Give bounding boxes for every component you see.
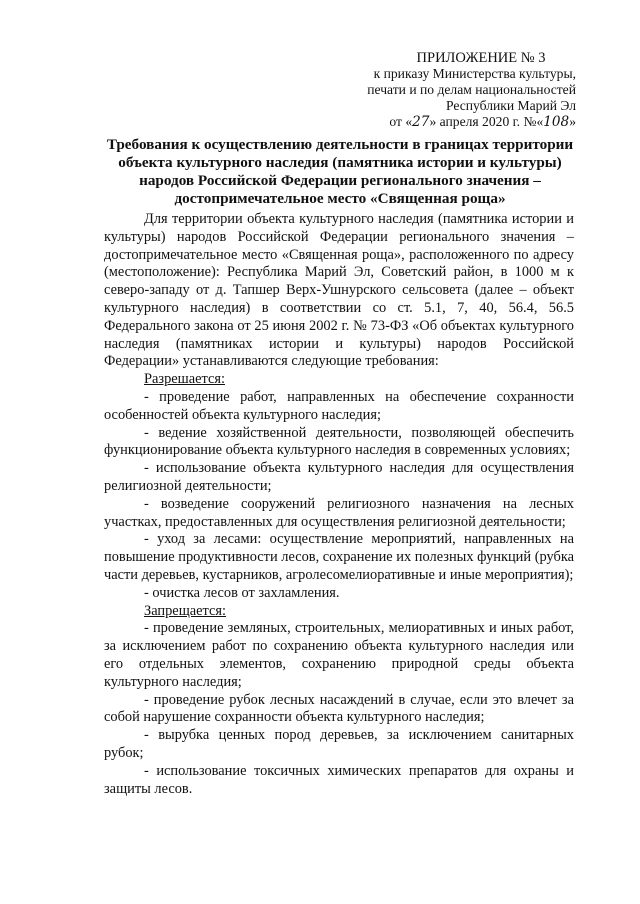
title-line: достопримечательное место «Священная роща» [174, 190, 506, 207]
forbidden-heading: Запрещается: [144, 602, 227, 619]
date-middle: » апреля 2020 г. №« [429, 114, 544, 129]
forbidden-item: - вырубка ценных пород деревьев, за исключением санитарных рубок; [104, 727, 574, 761]
appendix-line: печати и по делам национальностей [367, 82, 576, 97]
appendix-title: ПРИЛОЖЕНИЕ № 3 [416, 50, 546, 66]
allowed-item: - проведение работ, направленных на обеспечение сохранности особенностей объекта культурного наследия; [104, 388, 574, 423]
handwritten-day: 27 [412, 114, 430, 130]
allowed-item: - уход за лесами: осуществление мероприятий, направленных на повышение продуктивности лесов, сохранение их полезных функций (рубка части деревьев, кустарников, агролесомелиоративные и иные мероприятия); [104, 531, 574, 583]
allowed-item: - очистка лесов от захламления. [144, 584, 340, 601]
forbidden-item: - использование токсичных химических препаратов для охраны и защиты лесов. [104, 762, 574, 797]
allowed-item: - возведение сооружений религиозного назначения на лесных участках, предоставленных для осуществления религиозной деятельности; [104, 495, 574, 530]
forbidden-item: - проведение земляных, строительных, мелиоративных и иных работ, за исключением работ по сохранению объекта культурного наследия или его отдельных элементов, сохранению природной среды объекта культурного наследия; [104, 620, 574, 690]
document-body [104, 211, 574, 798]
document-title [100, 136, 580, 208]
allowed-heading: Разрешается: [144, 371, 225, 388]
title-line: Требования к осуществлению деятельности в границах территории [106, 136, 574, 153]
date-prefix: от « [389, 114, 413, 129]
appendix-date-line [360, 114, 576, 130]
allowed-item: - использование объекта культурного наследия для осуществления религиозной деятельности; [104, 460, 574, 494]
intro-paragraph: Для территории объекта культурного наследия (памятника истории и культуры) народов Российской Федерации регионального значения – достопримечательное место «Священная роща», расположенного по адресу (местоположение): Республика Марий Эл, Советский район, в 1000 м к северо-западу от д. Тапшер Верх-Ушнурского сельсовета (далее – объект культурного наследия) в соответствии со ст. 5.1, 7, 40, 56.4, 56.5 Федерального закона от 25 июня 2002 г. № 73-ФЗ «Об объектах культурного наследия (памятниках истории и культуры) народов Российской Федерации» устанавливаются следующие требования: [104, 211, 574, 370]
allowed-item: - ведение хозяйственной деятельности, позволяющей обеспечить функционирование объекта культурного наследия в современных условиях; [104, 424, 574, 459]
title-line: народов Российской Федерации регионального значения – [139, 172, 541, 189]
date-suffix: » [569, 114, 576, 129]
forbidden-item: - проведение рубок лесных насаждений в случае, если это влечет за собой нарушение сохранности объекта культурного наследия; [104, 691, 574, 726]
appendix-line: Республики Марий Эл [445, 98, 576, 113]
handwritten-number: 108 [543, 114, 570, 130]
appendix-line: к приказу Министерства культуры, [373, 66, 576, 81]
title-line: объекта культурного наследия (памятника истории и культуры) [118, 154, 562, 171]
appendix-header [360, 50, 576, 130]
